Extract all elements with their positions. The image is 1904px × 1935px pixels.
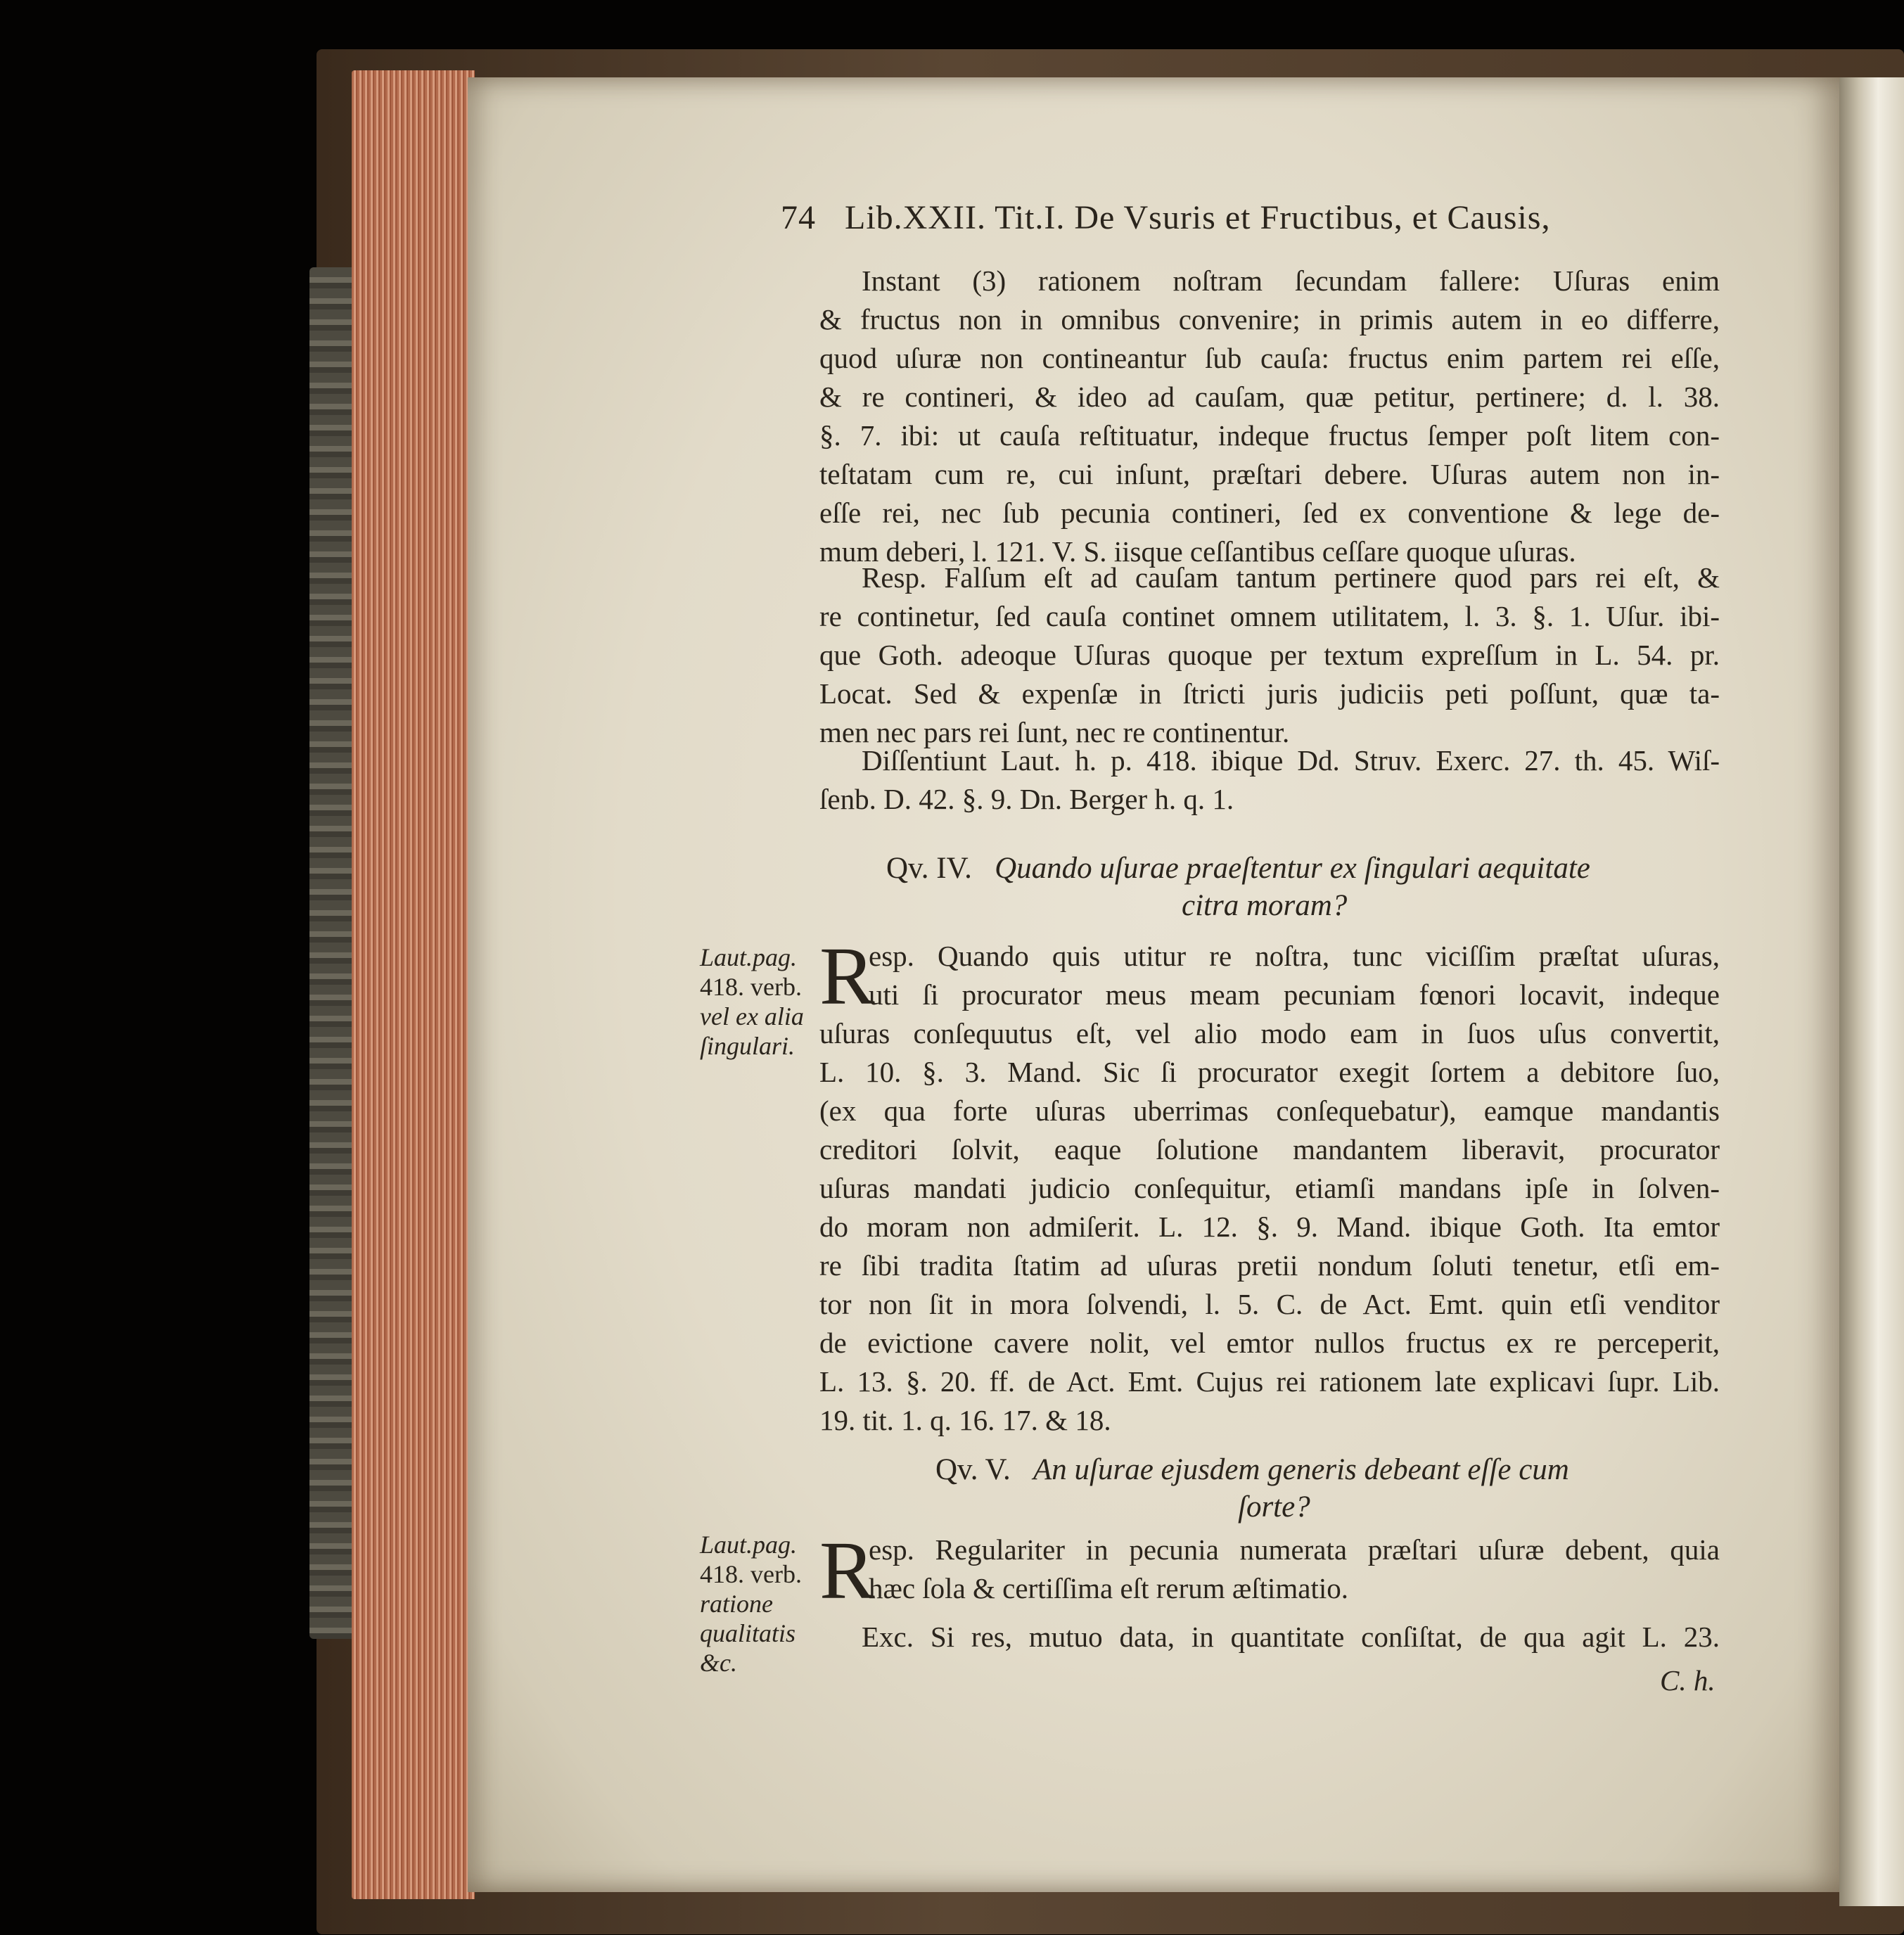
text-line: L. 13. §. 20. ff. de Act. Emt. Cujus rei rationem late explicavi ſupr. Lib. [819, 1365, 1720, 1398]
page-edges [352, 70, 475, 1899]
text-line: de evictione cavere nolit, vel emtor nullos fructus ex re perceperit, [819, 1327, 1720, 1359]
paragraph-resp-3-first [869, 1531, 1720, 1608]
text-line: (ex qua forte uſuras uberrimas conſequebatur), eamque mandantis [819, 1094, 1720, 1127]
margin-note-line: &c. [700, 1649, 737, 1677]
question-4-heading [886, 848, 1590, 890]
question-label: Qv. IV. [886, 852, 972, 885]
margin-note-line: 418. verb. [700, 973, 802, 1001]
paragraph-resp-2-first [869, 937, 1720, 1014]
text-line: uſuras mandati judicio conſequitur, etiamſi mandans ipſe in ſolven- [819, 1172, 1720, 1204]
paragraph-exc [819, 1618, 1720, 1656]
text-line: & fructus non in omnibus convenire; in primis autem in eo differre, [819, 303, 1720, 336]
paragraph-resp-2 [819, 1014, 1720, 1440]
text-line: & re contineri, & ideo ad cauſam, quæ petitur, pertinere; d. l. 38. [819, 381, 1720, 413]
text-line: uſuras conſequutus eſt, vel alio modo eam in ſuos uſus convertit, [819, 1017, 1720, 1049]
margin-note-1 [700, 943, 804, 1061]
margin-note-line: 418. verb. [700, 1560, 802, 1588]
text-line: re ſibi tradita ſtatim ad uſuras pretii nondum ſoluti tenetur, etſi em- [819, 1249, 1720, 1282]
margin-note-line: qualitatis [700, 1619, 796, 1647]
text-line: men nec pars rei ſunt, nec re continentur. [819, 716, 1290, 748]
text-line: Locat. Sed & expenſæ in ſtricti juris judiciis peti poſſunt, quæ ta- [819, 677, 1720, 710]
text-line: que Goth. adeoque Uſuras quoque per textum expreſſum in L. 54. pr. [819, 639, 1720, 671]
question-label: Qv. V. [935, 1453, 1011, 1486]
margin-note-line: ratione [700, 1590, 773, 1618]
question-title: Quando uſurae praeſtentur ex ſingulari aequitate [995, 852, 1590, 885]
running-title: Lib.XXII. Tit.I. De Vsuris et Fructibus, et Causis, [845, 199, 1551, 236]
text-line: esp. Quando quis utitur re noſtra, tunc viciſſim præſtat uſuras, [869, 940, 1720, 972]
margin-note-line: Laut.pag. [700, 943, 798, 971]
text-line: hæc ſola & certiſſima eſt rerum æſtimatio. [869, 1572, 1349, 1604]
paragraph-resp-1 [819, 558, 1720, 752]
question-4-heading-cont [1182, 885, 1347, 927]
text-line: mum deberi, l. 121. V. S. iisque ceſſantibus ceſſare quoque uſuras. [819, 535, 1576, 568]
text-line: esp. Regulariter in pecunia numerata præſtari uſuræ debent, quia [869, 1533, 1720, 1566]
facing-page-edge [1839, 77, 1904, 1906]
drop-cap: R [819, 1524, 875, 1616]
running-header [781, 198, 1716, 237]
paragraph-dissentiunt [819, 741, 1720, 819]
margin-note-2 [700, 1530, 802, 1678]
paragraph-instant [819, 262, 1720, 571]
question-title-cont: ſorte? [1238, 1490, 1310, 1524]
question-title-cont: citra moram? [1182, 889, 1348, 922]
catchword: C. h. [1660, 1664, 1715, 1697]
text-line: ſenb. D. 42. §. 9. Dn. Berger h. q. 1. [819, 783, 1234, 815]
text-line: do moram non admiſerit. L. 12. §. 9. Mand. ibique Goth. Ita emtor [819, 1211, 1720, 1243]
question-5-heading-cont [1238, 1486, 1310, 1528]
margin-note-line: ſingulari. [700, 1032, 796, 1060]
text-line: §. 7. ibi: ut cauſa reſtituatur, indeque fructus ſemper poſt litem con- [819, 419, 1720, 452]
text-line: Instant (3) rationem noſtram ſecundam fallere: Uſuras enim [862, 264, 1720, 297]
text-line: Diſſentiunt Laut. h. p. 418. ibique Dd. Struv. Exerc. 27. th. 45. Wiſ- [862, 744, 1720, 777]
text-line: creditori ſolvit, eaque ſolutione mandantem liberavit, procurator [819, 1133, 1720, 1166]
text-line: tor non ſit in mora ſolvendi, l. 5. C. de Act. Emt. quin etſi venditor [819, 1288, 1720, 1320]
text-line: quod uſuræ non contineantur ſub cauſa: fructus enim partem rei eſſe, [819, 342, 1720, 374]
text-line: uti ſi procurator meus meam pecuniam fœnori locavit, indeque [869, 978, 1720, 1011]
text-line: teſtatam cum re, cui inſunt, præſtari debere. Uſuras autem non in- [819, 458, 1720, 490]
text-line: 19. tit. 1. q. 16. 17. & 18. [819, 1404, 1111, 1436]
text-line: Exc. Si res, mutuo data, in quantitate conſiſtat, de qua agit L. 23. [862, 1621, 1720, 1653]
margin-note-line: vel ex alia [700, 1002, 804, 1030]
question-title: An uſurae ejusdem generis debeant eſſe cum [1033, 1453, 1569, 1486]
page-number: 74 [781, 199, 816, 236]
text-line: L. 10. §. 3. Mand. Sic ſi procurator exegit ſortem a debitore ſuo, [819, 1056, 1720, 1088]
text-line: re continetur, ſed cauſa continet omnem utilitatem, l. 3. §. 1. Uſur. ibi- [819, 600, 1720, 632]
drop-cap: R [819, 930, 875, 1022]
question-5-heading [935, 1449, 1569, 1491]
text-line: eſſe rei, nec ſub pecunia contineri, ſed ex conventione & lege de- [819, 497, 1720, 529]
text-line: Resp. Falſum eſt ad cauſam tantum pertinere quod pars rei eſt, & [862, 561, 1720, 594]
margin-note-line: Laut.pag. [700, 1531, 798, 1559]
